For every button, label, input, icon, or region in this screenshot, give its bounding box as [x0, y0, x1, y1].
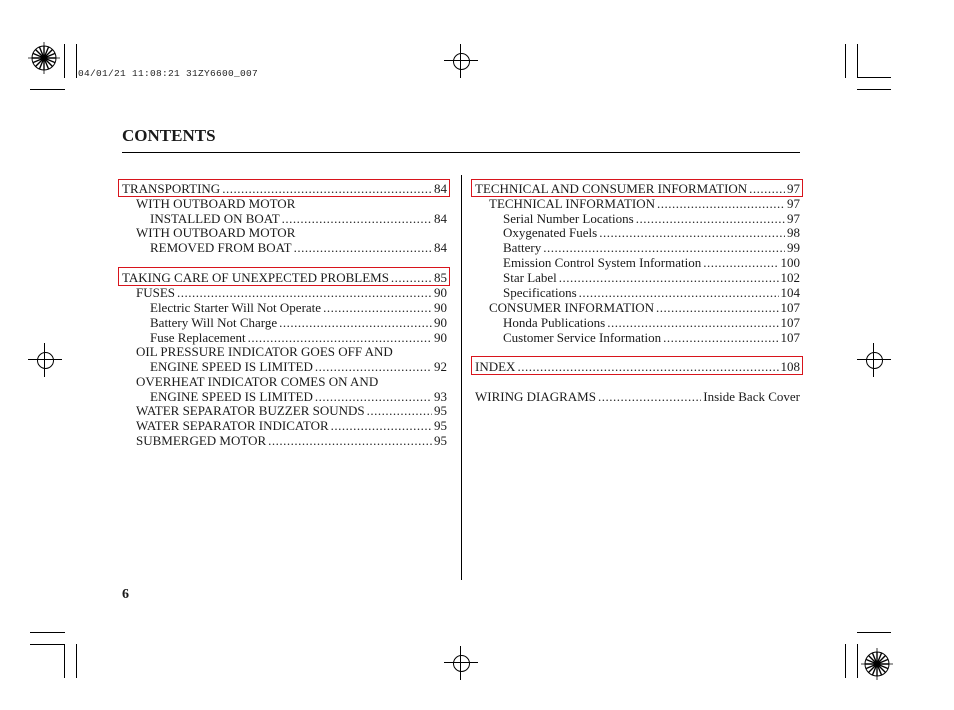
highlight-box-index — [471, 356, 803, 375]
toc-entry[interactable]: Oxygenated Fuels ..... 98 — [503, 225, 800, 240]
toc-entry[interactable]: TECHNICAL AND CONSUMER INFORMATION ..... 97 — [475, 181, 800, 196]
toc-entry[interactable]: FUSES ..... 90 — [136, 285, 447, 300]
highlight-box-transporting — [118, 179, 450, 197]
page-number: 6 — [122, 587, 129, 602]
toc-entry[interactable]: ENGINE SPEED IS LIMITED ..... 93 — [150, 389, 447, 404]
toc-entry[interactable]: Serial Number Locations ..... 97 — [503, 211, 800, 226]
toc-entry[interactable]: Electric Starter Will Not Operate ..... 90 — [150, 300, 447, 315]
toc-entry[interactable]: WIRING DIAGRAMS ..... Inside Back Cover — [475, 389, 800, 404]
toc-entry[interactable]: Customer Service Information ..... 107 — [503, 330, 800, 345]
registration-mark-bottom — [444, 646, 478, 680]
starburst-target-icon — [28, 42, 60, 74]
toc-entry[interactable]: ENGINE SPEED IS LIMITED ..... 92 — [150, 359, 447, 374]
page-title: CONTENTS — [122, 126, 216, 145]
toc-entry[interactable]: INSTALLED ON BOAT ..... 84 — [150, 211, 447, 226]
toc-entry[interactable]: SUBMERGED MOTOR ..... 95 — [136, 433, 447, 448]
registration-mark-right — [857, 343, 891, 377]
toc-entry[interactable]: Battery ..... 99 — [503, 240, 800, 255]
highlight-box-unexpected-problems — [118, 267, 450, 286]
toc-entry[interactable]: TRANSPORTING ..... 84 — [122, 181, 447, 196]
registration-mark-top — [444, 44, 478, 78]
toc-entry[interactable]: REMOVED FROM BOAT ..... 84 — [150, 240, 447, 255]
toc-entry: OIL PRESSURE INDICATOR GOES OFF AND — [136, 344, 393, 359]
toc-entry[interactable]: Specifications ..... 104 — [503, 285, 800, 300]
print-slug: 04/01/21 11:08:21 31ZY6600_007 — [78, 68, 259, 79]
column-divider — [461, 175, 462, 580]
registration-mark-left — [28, 343, 62, 377]
toc-entry[interactable]: TECHNICAL INFORMATION ..... 97 — [489, 196, 800, 211]
toc-entry[interactable]: Honda Publications ..... 107 — [503, 315, 800, 330]
toc-entry[interactable]: Battery Will Not Charge ..... 90 — [150, 315, 447, 330]
toc-entry[interactable]: CONSUMER INFORMATION ..... 107 — [489, 300, 800, 315]
toc-entry: WITH OUTBOARD MOTOR — [136, 225, 296, 240]
toc-entry[interactable]: Star Label ..... 102 — [503, 270, 800, 285]
title-rule — [122, 152, 800, 153]
toc-entry[interactable]: Emission Control System Information ..... 100 — [503, 255, 800, 270]
toc-entry[interactable]: WATER SEPARATOR BUZZER SOUNDS ..... 95 — [136, 403, 447, 418]
toc-entry[interactable]: WATER SEPARATOR INDICATOR ..... 95 — [136, 418, 447, 433]
toc-entry[interactable]: TAKING CARE OF UNEXPECTED PROBLEMS ..... 85 — [122, 270, 447, 285]
toc-entry[interactable]: Fuse Replacement ..... 90 — [150, 330, 447, 345]
toc-entry: WITH OUTBOARD MOTOR — [136, 196, 296, 211]
toc-entry: OVERHEAT INDICATOR COMES ON AND — [136, 374, 379, 389]
starburst-target-icon — [861, 648, 893, 680]
highlight-box-technical-consumer — [471, 179, 803, 197]
toc-entry[interactable]: INDEX ..... 108 — [475, 359, 800, 374]
